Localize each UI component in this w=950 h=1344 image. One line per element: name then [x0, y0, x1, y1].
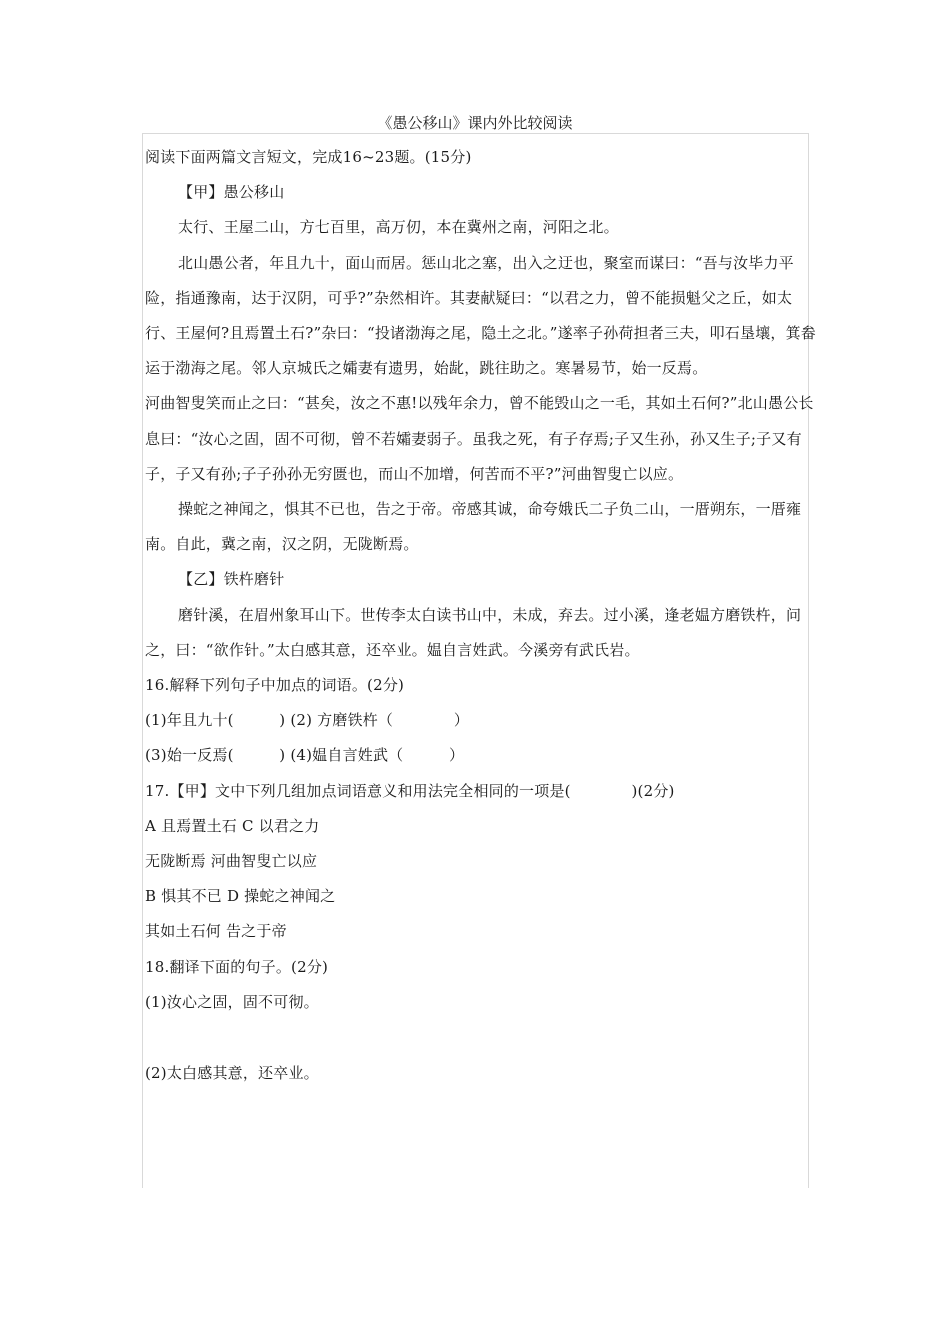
question-18-line-1: (1)汝心之固，固不可彻。: [145, 992, 319, 1011]
question-16-line-2: (3)始一反焉( ) (4)媪自言姓武（ ）: [145, 746, 465, 765]
question-16-stem: 16.解释下列句子中加点的词语。(2分): [145, 676, 405, 695]
question-17-option-line-4: 其如土石何 告之于帝: [145, 922, 287, 941]
instruction: 阅读下面两篇文言短文，完成16~23题。(15分): [145, 148, 472, 166]
frame-top-border: [142, 133, 809, 134]
question-16-line-1: (1)年且九十( ) (2) 方磨铁杵（ ）: [145, 711, 470, 730]
passage-a-paragraph-3: 河曲智叟笑而止之曰：“甚矣，汝之不惠!以残年余力，曾不能毁山之一毛，其如土石何?”北山愚公长息曰：“汝心之固，固不可彻，曾不若孀妻弱子。虽我之死，有子存焉;子又生孙，孙又生子;子又有子，子又有孙;子子孙孙无穷匮也，而山不加增，何苦而不平?”河曲智叟亡以应。: [145, 394, 814, 483]
passage-a-heading: 【甲】愚公移山: [178, 183, 285, 202]
passage-b-heading: 【乙】铁杵磨针: [178, 570, 285, 589]
question-17-option-line-2: 无陇断焉 河曲智叟亡以应: [145, 852, 318, 871]
passage-b-paragraph-1: 磨针溪，在眉州象耳山下。世传李太白读书山中，未成，弃去。过小溪，逢老媪方磨铁杵，问之，曰：“欲作针。”太白感其意，还卒业。媪自言姓武。今溪旁有武氏岩。: [145, 605, 802, 659]
document-body: [145, 140, 817, 1091]
answer-space: [145, 1020, 817, 1056]
question-17-stem: 17.【甲】文中下列几组加点词语意义和用法完全相同的一项是( )(2分): [145, 781, 675, 800]
page-title: 《愚公移山》课内外比较阅读: [377, 114, 573, 132]
passage-a-paragraph-4: 操蛇之神闻之，惧其不已也，告之于帝。帝感其诚，命夸娥氏二子负二山，一厝朔东，一厝雍南。自此，冀之南，汉之阴，无陇断焉。: [145, 500, 802, 554]
question-18-stem: 18.翻译下面的句子。(2分): [145, 957, 329, 976]
question-17-option-line-1: A 且焉置土石 C 以君之力: [145, 816, 320, 835]
frame-left-border: [142, 133, 143, 1188]
passage-a-paragraph-1: 太行、王屋二山，方七百里，高万仞，本在冀州之南，河阳之北。: [178, 218, 619, 237]
question-17-option-line-3: B 惧其不已 D 操蛇之神闻之: [145, 887, 336, 906]
passage-a-paragraph-2: 北山愚公者，年且九十，面山而居。惩山北之塞，出入之迂也，聚室而谋曰：“吾与汝毕力平险，指通豫南，达于汉阴，可乎?”杂然相许。其妻献疑曰：“以君之力，曾不能损魁父之丘，如太行、王屋何?且焉置土石?”杂曰：“投诸渤海之尾，隐土之北。”遂率子孙荷担者三夫，叩石垦壤，箕畚运于渤海之尾。邻人京城氏之孀妻有遗男，始龀，跳往助之。寒暑易节，始一反焉。: [145, 253, 816, 378]
question-18-line-2: (2)太白感其意，还卒业。: [145, 1064, 319, 1083]
